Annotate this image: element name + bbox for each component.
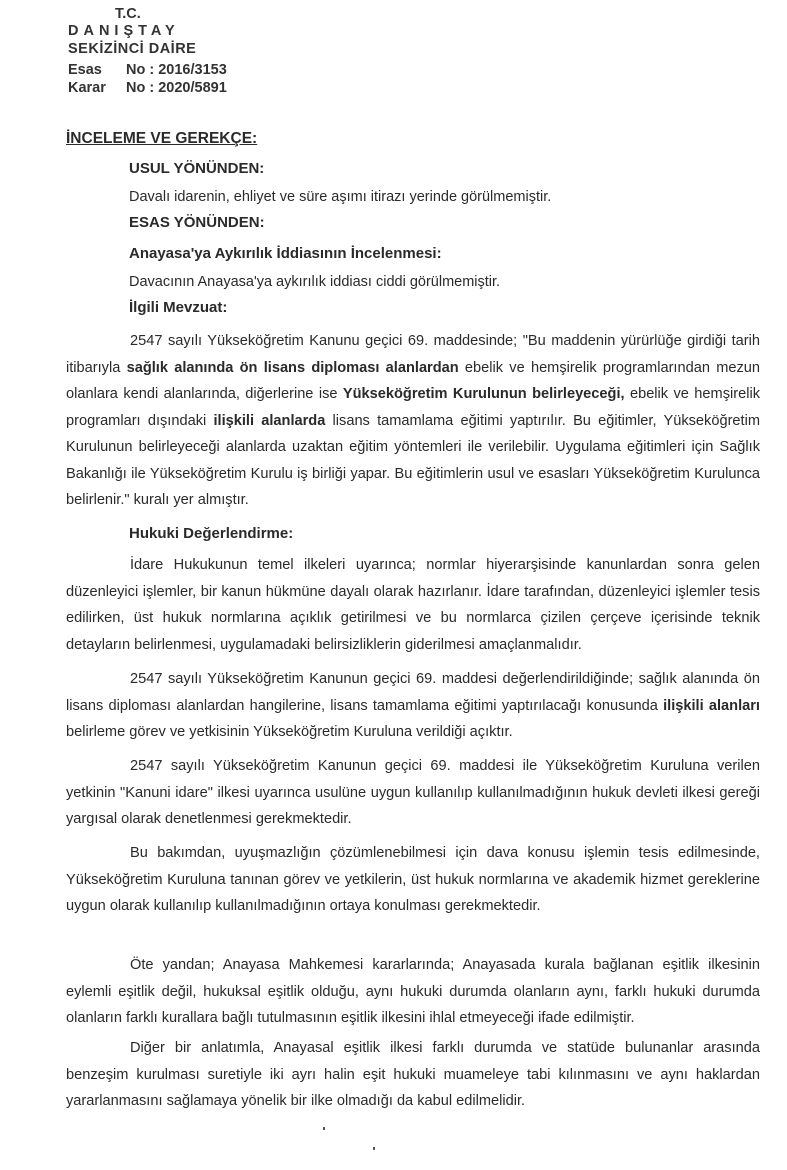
hukuki-paragraph-4: Bu bakımdan, uyuşmazlığın çözümlenebilmesi için dava konusu işlemin tesis edilmesinde, Yükseköğretim Kuruluna tanınan görev ve yetkilerin, üst hukuk normlarına ve akademik hizmet gereklerine uygun olarak kullanılıp kullanılmadığının ortaya konulması gerekmektedir. <box>66 845 760 914</box>
header-court: DANIŞTAY <box>68 23 180 39</box>
mevzuat-heading: İlgili Mevzuat: <box>129 299 228 316</box>
hukuki-paragraph-2: 2547 sayılı Yükseköğretim Kanunun geçici 69. maddesi değerlendirildiğinde; sağlık alanında ön lisans diploması alanlardan hangilerine, lisans tamamlama eğitimi yaptırılacağı konusunda ilişkili alanları belirleme görev ve yetkisinin Yükseköğretim Kuruluna verildiği açıktır. <box>66 671 760 740</box>
header-chamber: SEKİZİNCİ DAİRE <box>68 41 197 57</box>
scan-speck <box>323 1127 325 1130</box>
section-title: İNCELEME VE GEREKÇE: <box>66 130 258 147</box>
hukuki-heading: Hukuki Değerlendirme: <box>129 525 294 542</box>
esas-heading: ESAS YÖNÜNDEN: <box>129 214 265 231</box>
esas-value: No : 2016/3153 <box>126 62 227 78</box>
header-karar <box>68 80 227 97</box>
header-esas <box>68 62 227 79</box>
scan-speck <box>373 1147 375 1150</box>
header-tc: T.C. <box>115 6 141 22</box>
hukuki-paragraph-1: İdare Hukukunun temel ilkeleri uyarınca; normlar hiyerarşisinde kanunlardan sonra gelen düzenleyici işlemler, bir kanun hükmüne dayalı olarak hazırlanır. İdare tarafından, düzenleyici işlemler tesis edilirken, üst hukuk normlarına açıklık getirilmesi ve bu normlarca çizilen çerçeve içerisinde teknik detayların belirlenmesi, uygulamadaki belirsizliklerin giderilmesi amaçlanmalıdır. <box>66 557 760 653</box>
usul-heading: USUL YÖNÜNDEN: <box>129 160 265 177</box>
anayasa-text: Davacının Anayasa'ya aykırılık iddiası ciddi görülmemiştir. <box>129 274 501 290</box>
karar-value: No : 2020/5891 <box>126 80 227 96</box>
karar-label: Karar <box>68 80 106 96</box>
hukuki-paragraph-6: Diğer bir anlatımla, Anayasal eşitlik ilkesi farklı durumda ve statüde bulunanlar arasında benzeşim kurulması suretiyle iki ayrı halin eşit hukuki muameleye tabi kılınmasını ve aynı haklardan yararlanmasını sağlamaya yönelik bir ilke olmadığı da kabul edilmelidir. <box>66 1040 760 1109</box>
usul-text: Davalı idarenin, ehliyet ve süre aşımı itirazı yerinde görülmemiştir. <box>129 189 552 205</box>
hukuki-paragraph-5: Öte yandan; Anayasa Mahkemesi kararlarında; Anayasada kurala bağlanan eşitlik ilkesinin eylemli eşitlik değil, hukuksal eşitlik olduğu, aynı hukuki durumda olanların aynı, farklı hukuki durumda olanların farklı kurallara bağlı tutulmasının eşitlik ilkesini ihlal etmeyeceği ifade edilmiştir. <box>66 957 760 1026</box>
anayasa-heading: Anayasa'ya Aykırılık İddiasının İncelenmesi: <box>129 245 442 262</box>
esas-label: Esas <box>68 62 102 78</box>
hukuki-paragraph-3: 2547 sayılı Yükseköğretim Kanunun geçici 69. maddesi ile Yükseköğretim Kuruluna verilen yetkinin "Kanuni idare" ilkesi uyarınca usulüne uygun kullanılıp kullanılmadığının hukuk devleti ilkesi gereği yargısal olarak denetlenmesi gerekmektedir. <box>66 758 760 827</box>
mevzuat-paragraph: 2547 sayılı Yükseköğretim Kanunu geçici 69. maddesinde; "Bu maddenin yürürlüğe girdiği tarih itibarıyla sağlık alanında ön lisans diploması alanlardan ebelik ve hemşirelik programlarından mezun olanlara kendi alanlarında, diğerlerine ise Yükseköğretim Kurulunun belirleyeceği, ebelik ve hemşirelik programları dışındaki ilişkili alanlarda lisans tamamlama eğitimi yaptırılır. Bu eğitimler, Yükseköğretim Kurulunun belirleyeceği alanlarda uzaktan eğitim yöntemleri ile verilebilir. Uygulama eğitimleri için Sağlık Bakanlığı ile Yükseköğretim Kurulu iş birliği yapar. Bu eğitimlerin usul ve esasları Yükseköğretim Kurulunca belirlenir." kuralı yer almıştır. <box>66 333 761 508</box>
